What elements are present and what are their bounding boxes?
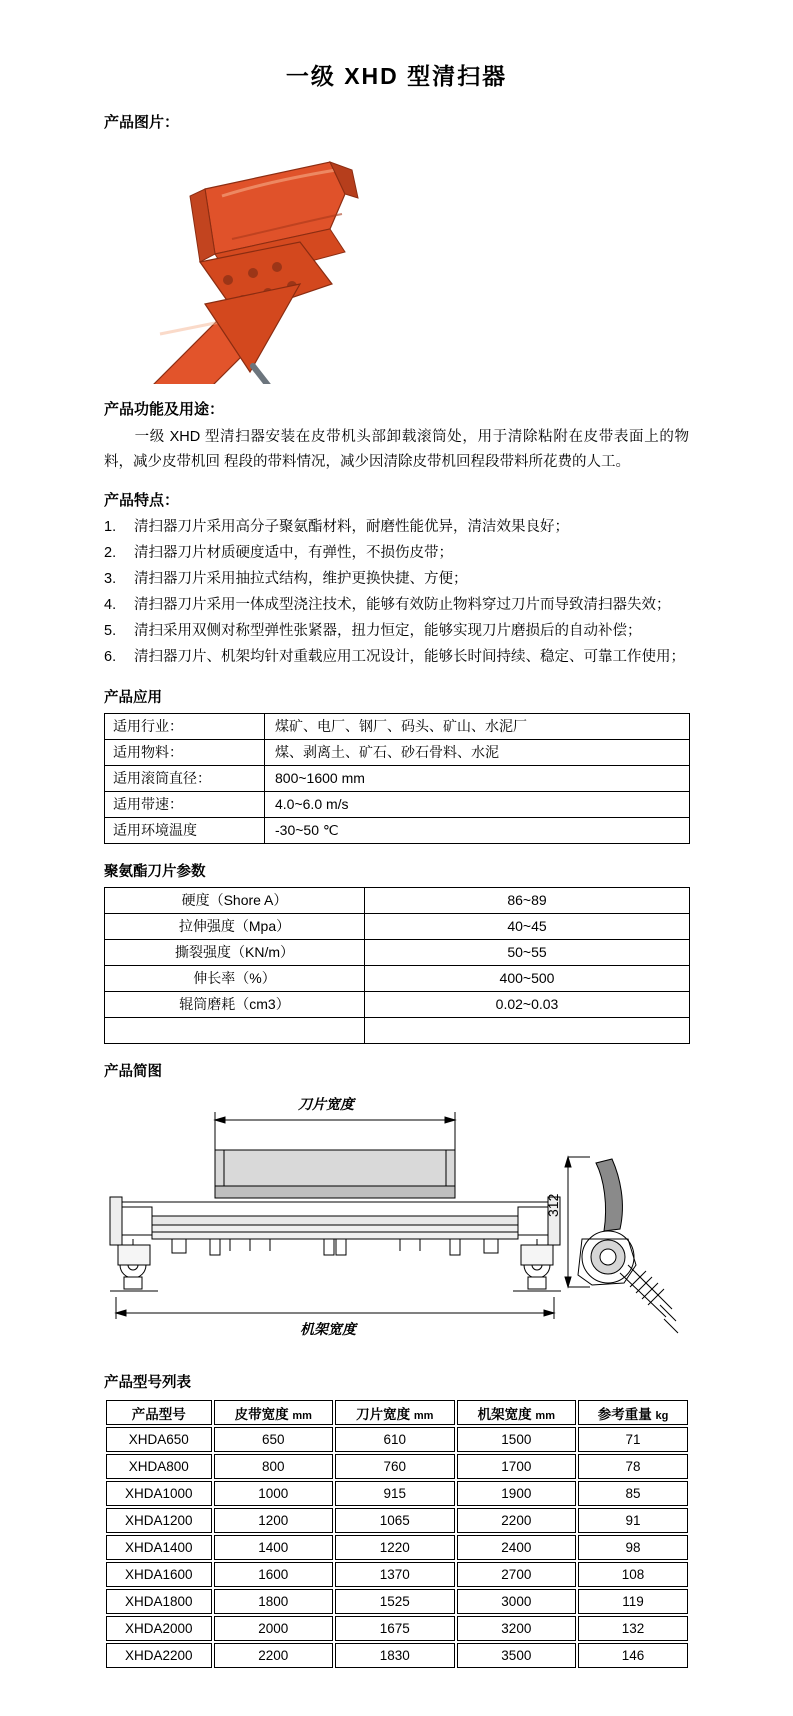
- list-item-text: 清扫器刀片采用高分子聚氨酯材料，耐磨性能优异，清洁效果良好；: [134, 519, 569, 535]
- list-item-text: 清扫器刀片材质硬度适中，有弹性，不损伤皮带；: [134, 545, 453, 561]
- table-row: [105, 966, 690, 992]
- table-cell: 1800: [214, 1589, 334, 1614]
- table-cell: 3000: [457, 1589, 577, 1614]
- table-row: [105, 818, 690, 844]
- header-label: 刀片宽度: [356, 1406, 411, 1422]
- table-row: [105, 914, 690, 940]
- table-cell-value: 40~45: [365, 914, 690, 940]
- models-label: 产品型号列表: [104, 1375, 191, 1391]
- list-item-text: 清扫器刀片采用抽拉式结构，维护更换快捷、方便；: [134, 571, 468, 587]
- table-cell-key: 适用滚筒直径：: [105, 766, 265, 792]
- table-cell: 2200: [457, 1508, 577, 1533]
- table-cell: 108: [578, 1562, 688, 1587]
- header-label: 机架宽度: [477, 1406, 532, 1422]
- function-label: 产品功能及用途：: [104, 401, 225, 418]
- function-text-body: 一级 XHD 型清扫器安装在皮带机头部卸载滚筒处，用于清除粘附在皮带表面上的物料，减少皮带机回 程段的带料情况，减少因清除皮带机回程段带料所花费的人工。: [104, 429, 689, 470]
- table-cell-key: 适用环境温度: [105, 818, 265, 844]
- header-unit: mm: [292, 1409, 312, 1422]
- header-label: 皮带宽度: [234, 1406, 289, 1422]
- table-cell: 1220: [335, 1535, 455, 1560]
- table-cell: 146: [578, 1643, 688, 1668]
- table-row: [105, 888, 690, 914]
- table-cell: XHDA1000: [106, 1481, 212, 1506]
- table-cell: 3200: [457, 1616, 577, 1641]
- table-cell-key: 硬度（Shore A）: [105, 888, 365, 914]
- table-row: [106, 1589, 688, 1614]
- table-row: [106, 1508, 688, 1533]
- table-cell: 650: [214, 1427, 334, 1452]
- application-table: [104, 713, 690, 844]
- table-cell: 1675: [335, 1616, 455, 1641]
- diagram-height-label: 312: [545, 1193, 561, 1217]
- table-row: [105, 766, 690, 792]
- table-cell: XHDA1200: [106, 1508, 212, 1533]
- header-unit: mm: [413, 1409, 434, 1422]
- table-cell: 610: [335, 1427, 455, 1452]
- table-cell: 1600: [214, 1562, 334, 1587]
- features-list: [104, 514, 689, 670]
- table-row: [106, 1427, 688, 1452]
- table-cell: 1900: [457, 1481, 577, 1506]
- list-item: [104, 592, 689, 618]
- list-item-number: 5.: [104, 623, 117, 639]
- diagram-blade-width-label: 刀片宽度: [298, 1098, 354, 1113]
- table-cell: 1065: [335, 1508, 455, 1533]
- table-cell: 2000: [214, 1616, 334, 1641]
- product-photo-svg: [0, 134, 793, 384]
- table-cell: 2700: [457, 1562, 577, 1587]
- blade-param-label: 聚氨酯刀片参数: [104, 864, 206, 880]
- header-unit: mm: [535, 1409, 555, 1422]
- list-item: [104, 618, 689, 644]
- table-cell-value: 400~500: [365, 966, 690, 992]
- table-cell-value: 煤矿、电厂、钢厂、码头、矿山、水泥厂: [265, 714, 690, 740]
- table-header-cell: [578, 1400, 688, 1425]
- table-header-row: [106, 1400, 688, 1425]
- table-cell: 1700: [457, 1454, 577, 1479]
- table-header-cell: [335, 1400, 455, 1425]
- table-cell: 1370: [335, 1562, 455, 1587]
- table-cell: 800: [214, 1454, 334, 1479]
- header-unit: kg: [655, 1409, 669, 1422]
- table-cell-value: 煤、剥离土、矿石、砂石骨料、水泥: [265, 740, 690, 766]
- list-item-text: 清扫器刀片采用一体成型浇注技术，能够有效防止物料穿过刀片而导致清扫器失效；: [134, 597, 671, 613]
- models-table: [104, 1398, 690, 1670]
- table-header-cell: [106, 1400, 212, 1425]
- table-cell: 1400: [214, 1535, 334, 1560]
- table-row: [105, 740, 690, 766]
- table-cell-key: [105, 1018, 365, 1044]
- table-cell-key: 伸长率（%）: [105, 966, 365, 992]
- table-row: [105, 792, 690, 818]
- table-cell-key: 适用物料：: [105, 740, 265, 766]
- table-row: [106, 1562, 688, 1587]
- table-cell-key: 适用带速：: [105, 792, 265, 818]
- table-cell: 760: [335, 1454, 455, 1479]
- list-item-text: 清扫采用双侧对称型弹性张紧器，扭力恒定，能够实现刀片磨损后的自动补偿；: [134, 623, 642, 639]
- list-item-number: 6.: [104, 649, 117, 665]
- table-cell: 91: [578, 1508, 688, 1533]
- table-cell-value: 50~55: [365, 940, 690, 966]
- list-item-text: 清扫器刀片、机架均针对重载应用工况设计，能够长时间持续、稳定、可靠工作使用；: [134, 649, 685, 665]
- table-cell-key: 辊筒磨耗（cm3）: [105, 992, 365, 1018]
- table-cell: 2200: [214, 1643, 334, 1668]
- table-cell: 85: [578, 1481, 688, 1506]
- table-row: [105, 940, 690, 966]
- blade-param-table: [104, 887, 690, 1044]
- table-cell: 1525: [335, 1589, 455, 1614]
- technical-diagram: [0, 1087, 793, 1355]
- table-row: [106, 1454, 688, 1479]
- table-cell: 119: [578, 1589, 688, 1614]
- table-header-cell: [214, 1400, 334, 1425]
- header-label: 产品型号: [131, 1406, 186, 1422]
- table-cell: XHDA1600: [106, 1562, 212, 1587]
- table-cell: 2400: [457, 1535, 577, 1560]
- table-cell-key: 适用行业：: [105, 714, 265, 740]
- table-cell-value: 86~89: [365, 888, 690, 914]
- list-item: [104, 540, 689, 566]
- table-row: [105, 992, 690, 1018]
- table-cell-value: 4.0~6.0 m/s: [265, 792, 690, 818]
- features-label: 产品特点：: [104, 492, 180, 509]
- product-image-label: 产品图片：: [104, 114, 180, 131]
- table-cell-value: -30~50 ℃: [265, 818, 690, 844]
- table-cell: 1500: [457, 1427, 577, 1452]
- product-photo: [0, 134, 793, 384]
- table-cell: 71: [578, 1427, 688, 1452]
- table-cell: 98: [578, 1535, 688, 1560]
- list-item: [104, 514, 689, 540]
- table-cell-value: 0.02~0.03: [365, 992, 690, 1018]
- technical-diagram-svg: [0, 1087, 793, 1355]
- table-cell-value: [365, 1018, 690, 1044]
- table-cell-key: 撕裂强度（KN/m）: [105, 940, 365, 966]
- table-row: [105, 1018, 690, 1044]
- table-row: [106, 1643, 688, 1668]
- table-cell: XHDA1400: [106, 1535, 212, 1560]
- page-title: 一级 XHD 型清扫器: [285, 63, 508, 89]
- list-item: [104, 644, 689, 670]
- table-row: [106, 1481, 688, 1506]
- table-cell: 915: [335, 1481, 455, 1506]
- table-cell: XHDA800: [106, 1454, 212, 1479]
- table-cell: 78: [578, 1454, 688, 1479]
- list-item-number: 4.: [104, 597, 117, 613]
- table-cell: XHDA1800: [106, 1589, 212, 1614]
- table-cell: 3500: [457, 1643, 577, 1668]
- list-item-number: 1.: [104, 519, 117, 535]
- table-cell: 1000: [214, 1481, 334, 1506]
- application-label: 产品应用: [104, 690, 162, 706]
- table-cell-key: 拉伸强度（Mpa）: [105, 914, 365, 940]
- function-text: [104, 425, 689, 475]
- diagram-label: 产品简图: [104, 1064, 162, 1080]
- table-cell: XHDA650: [106, 1427, 212, 1452]
- table-cell: XHDA2200: [106, 1643, 212, 1668]
- table-row: [106, 1616, 688, 1641]
- header-label: 参考重量: [597, 1406, 652, 1422]
- table-cell: XHDA2000: [106, 1616, 212, 1641]
- list-item-number: 3.: [104, 571, 117, 587]
- list-item: [104, 566, 689, 592]
- list-item-number: 2.: [104, 545, 117, 561]
- table-row: [105, 714, 690, 740]
- table-row: [106, 1535, 688, 1560]
- table-header-cell: [457, 1400, 577, 1425]
- table-cell: 1830: [335, 1643, 455, 1668]
- table-cell-value: 800~1600 mm: [265, 766, 690, 792]
- table-cell: 1200: [214, 1508, 334, 1533]
- diagram-frame-width-label: 机架宽度: [300, 1323, 356, 1338]
- table-cell: 132: [578, 1616, 688, 1641]
